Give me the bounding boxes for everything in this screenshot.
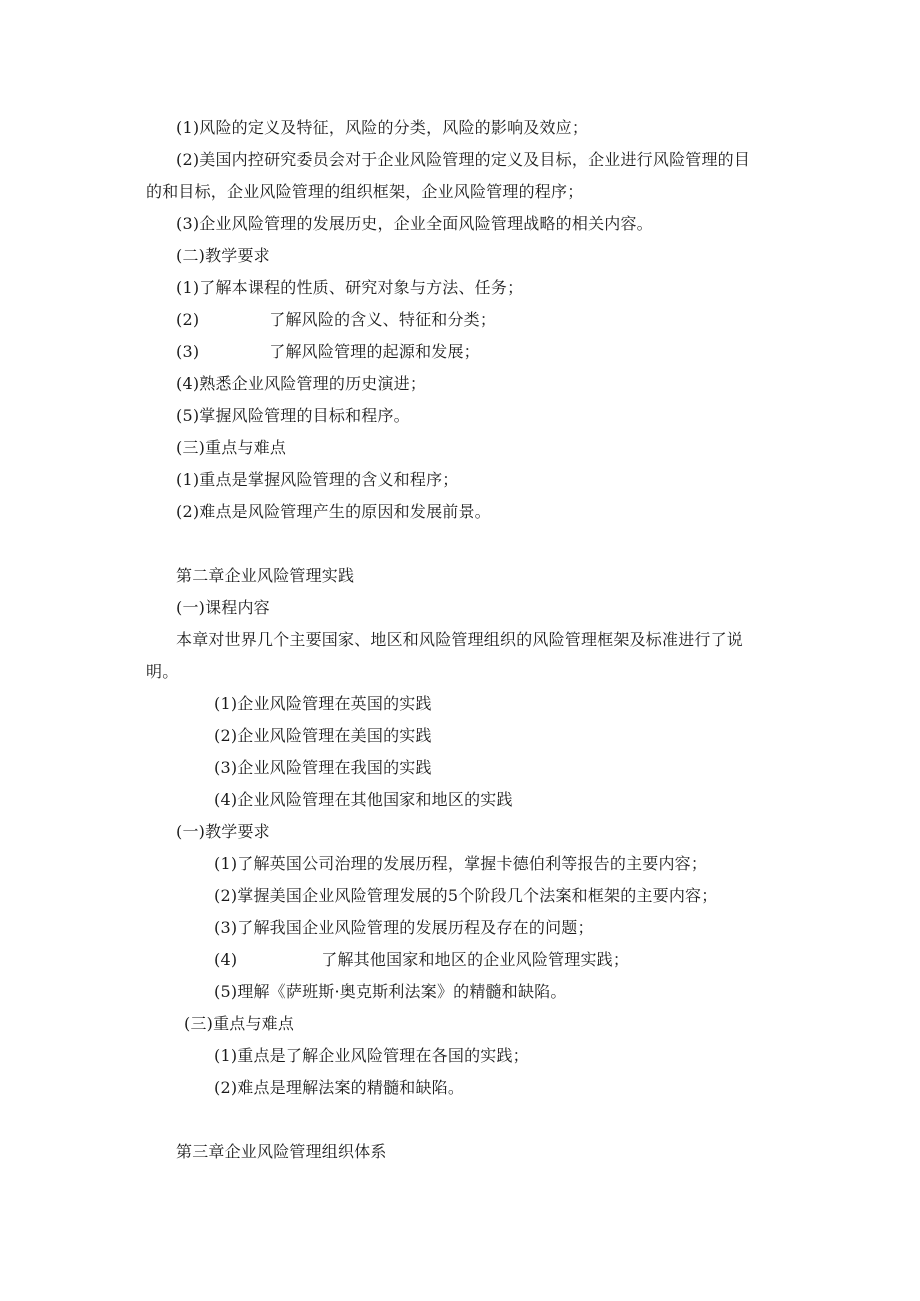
ch2-teaching-item-3: (3)了解我国企业风险管理的发展历程及存在的问题； [214, 918, 594, 937]
ch1-key-heading: (三)重点与难点 [176, 438, 287, 457]
ch1-teaching-item-5: (5)掌握风险管理的目标和程序。 [176, 406, 410, 425]
ch2-content-item-3: (3)企业风险管理在我国的实践 [214, 758, 432, 777]
ch1-content-item-2-cont: 的和目标，企业风险管理的组织框架，企业风险管理的程序； [146, 182, 584, 201]
ch2-teaching-item-2: (2)掌握美国企业风险管理发展的5个阶段几个法案和框架的主要内容； [214, 886, 718, 905]
ch2-key-heading: (三)重点与难点 [184, 1014, 295, 1033]
ch2-content-item-1: (1)企业风险管理在英国的实践 [214, 694, 432, 713]
item-text: 了解风险管理的起源和发展； [269, 342, 480, 361]
ch1-teaching-heading: (二)教学要求 [176, 246, 270, 265]
ch3-title: 第三章企业风险管理组织体系 [176, 1142, 387, 1161]
ch1-content-item-3: (3)企业风险管理的发展历史，企业全面风险管理战略的相关内容。 [176, 214, 653, 233]
ch2-intro-line-2: 明。 [146, 662, 179, 681]
item-text: 了解其他国家和地区的企业风险管理实践； [321, 950, 630, 969]
ch2-intro-line-1: 本章对世界几个主要国家、地区和风险管理组织的风险管理框架及标准进行了说 [176, 630, 744, 649]
ch2-key-item-1: (1)重点是了解企业风险管理在各国的实践； [214, 1046, 529, 1065]
ch1-teaching-item-2 [176, 310, 496, 330]
ch2-key-item-2: (2)难点是理解法案的精髓和缺陷。 [214, 1078, 465, 1097]
ch1-content-item-2: (2)美国内控研究委员会对于企业风险管理的定义及目标，企业进行风险管理的目 [176, 150, 751, 169]
ch1-teaching-item-1: (1)了解本课程的性质、研究对象与方法、任务； [176, 278, 524, 297]
ch1-teaching-item-4: (4)熟悉企业风险管理的历史演进； [176, 374, 427, 393]
ch2-content-item-4: (4)企业风险管理在其他国家和地区的实践 [214, 790, 513, 809]
ch2-teaching-item-5: (5)理解《萨班斯·奥克斯利法案》的精髓和缺陷。 [214, 982, 567, 1001]
ch2-content-item-2: (2)企业风险管理在美国的实践 [214, 726, 432, 745]
ch1-key-item-2: (2)难点是风险管理产生的原因和发展前景。 [176, 502, 491, 521]
ch2-teaching-item-4 [214, 950, 629, 970]
ch2-teaching-item-1: (1)了解英国公司治理的发展历程，掌握卡德伯利等报告的主要内容； [214, 854, 708, 873]
ch2-title: 第二章企业风险管理实践 [176, 566, 355, 585]
ch1-key-item-1: (1)重点是掌握风险管理的含义和程序； [176, 470, 459, 489]
item-text: 了解风险的含义、特征和分类； [269, 310, 497, 329]
item-number: (3) [176, 342, 200, 361]
ch1-content-item-1: (1)风险的定义及特征，风险的分类，风险的影响及效应； [176, 118, 589, 137]
ch1-teaching-item-3 [176, 342, 480, 362]
item-number: (2) [176, 310, 200, 329]
item-number: (4) [214, 950, 238, 969]
ch2-teaching-heading: (一)教学要求 [176, 822, 270, 841]
ch2-content-heading: (一)课程内容 [176, 598, 270, 617]
